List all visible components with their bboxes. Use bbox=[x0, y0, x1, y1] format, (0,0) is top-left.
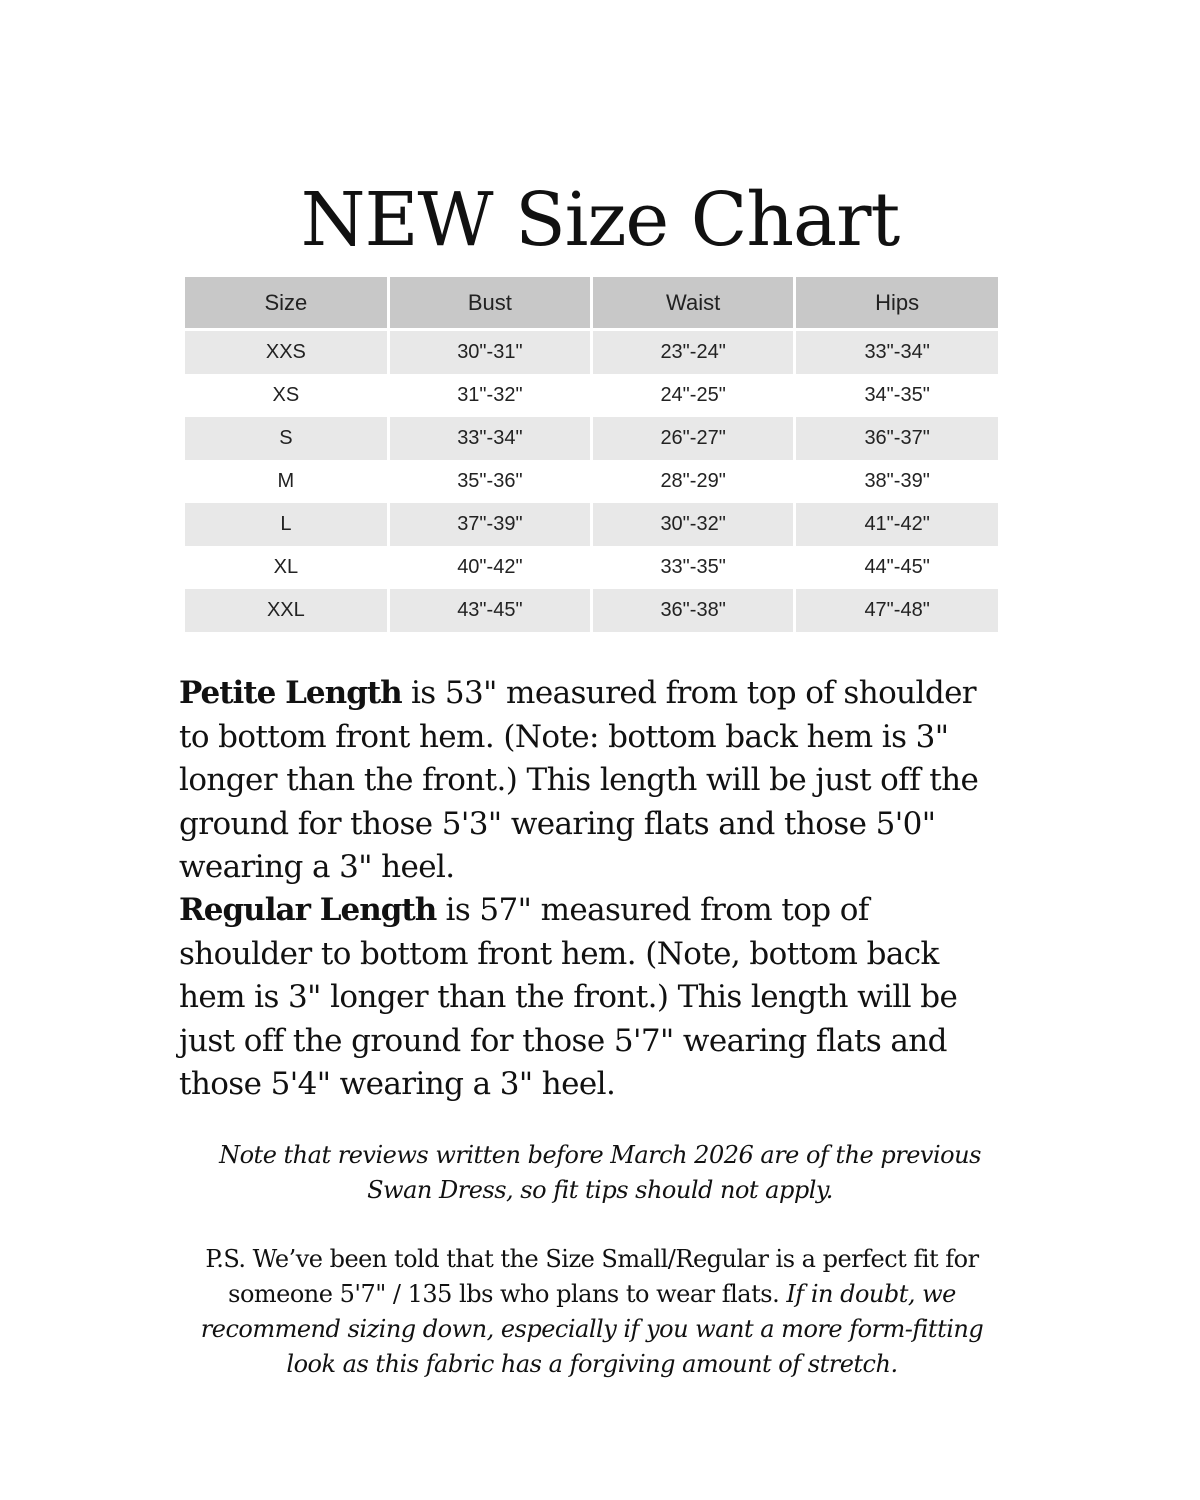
table-row bbox=[185, 330, 998, 375]
waist-cell: 33"-35" bbox=[592, 546, 795, 589]
waist-cell: 36"-38" bbox=[592, 589, 795, 632]
review-note bbox=[185, 1138, 1015, 1208]
table-row bbox=[185, 374, 998, 417]
bust-cell: 37"-39" bbox=[388, 503, 591, 546]
waist-cell: 30"-32" bbox=[592, 503, 795, 546]
size-cell: L bbox=[185, 503, 388, 546]
ps-note bbox=[192, 1242, 992, 1382]
bust-cell: 33"-34" bbox=[388, 417, 591, 460]
header-hips: Hips bbox=[795, 277, 998, 330]
review-note-text: Note that reviews written before March 2026 are of the previous Swan Dress, so fit tips should not apply. bbox=[219, 1141, 981, 1204]
ps-note-text: P.S. We’ve been told that the Size Small/Regular is a perfect fit for someone 5'7" / 135 lbs who plans to wear flats. bbox=[205, 1245, 979, 1308]
bust-cell: 43"-45" bbox=[388, 589, 591, 632]
regular-length-paragraph bbox=[179, 889, 1009, 1107]
table-row bbox=[185, 546, 998, 589]
bust-cell: 40"-42" bbox=[388, 546, 591, 589]
table-header-row bbox=[185, 277, 998, 330]
petite-length-label: Petite Length bbox=[179, 675, 402, 711]
waist-cell: 23"-24" bbox=[592, 330, 795, 375]
regular-length-text: is 57" measured from top of shoulder to bottom front hem. (Note, bottom back hem is 3" longer than the front.) This length will be just off the ground for those 5'7" wearing flats and those 5'4" wearing a 3" heel. bbox=[179, 892, 958, 1102]
size-cell: XXL bbox=[185, 589, 388, 632]
table-row bbox=[185, 460, 998, 503]
hips-cell: 33"-34" bbox=[795, 330, 998, 375]
header-bust: Bust bbox=[388, 277, 591, 330]
bust-cell: 31"-32" bbox=[388, 374, 591, 417]
waist-cell: 28"-29" bbox=[592, 460, 795, 503]
hips-cell: 44"-45" bbox=[795, 546, 998, 589]
waist-cell: 24"-25" bbox=[592, 374, 795, 417]
ps-note-italic: If in doubt, we recommend sizing down, especially if you want a more form-fitting look as this fabric has a forgiving amount of stretch. bbox=[200, 1280, 984, 1378]
table-row bbox=[185, 503, 998, 546]
table-row bbox=[185, 417, 998, 460]
size-cell: XL bbox=[185, 546, 388, 589]
size-cell: XS bbox=[185, 374, 388, 417]
size-cell: M bbox=[185, 460, 388, 503]
waist-cell: 26"-27" bbox=[592, 417, 795, 460]
page-title: NEW Size Chart bbox=[300, 177, 900, 263]
size-cell: S bbox=[185, 417, 388, 460]
hips-cell: 38"-39" bbox=[795, 460, 998, 503]
header-size: Size bbox=[185, 277, 388, 330]
petite-length-text: is 53" measured from top of shoulder to bottom front hem. (Note: bottom back hem is 3" longer than the front.) This length will be just off the ground for those 5'3" wearing flats and those 5'0" wearing a 3" heel. bbox=[179, 675, 979, 885]
hips-cell: 36"-37" bbox=[795, 417, 998, 460]
table-row bbox=[185, 589, 998, 632]
bust-cell: 30"-31" bbox=[388, 330, 591, 375]
regular-length-label: Regular Length bbox=[179, 892, 437, 928]
hips-cell: 47"-48" bbox=[795, 589, 998, 632]
hips-cell: 34"-35" bbox=[795, 374, 998, 417]
hips-cell: 41"-42" bbox=[795, 503, 998, 546]
size-cell: XXS bbox=[185, 330, 388, 375]
bust-cell: 35"-36" bbox=[388, 460, 591, 503]
header-waist: Waist bbox=[592, 277, 795, 330]
petite-length-paragraph bbox=[179, 672, 1009, 890]
size-chart-table bbox=[185, 277, 998, 632]
